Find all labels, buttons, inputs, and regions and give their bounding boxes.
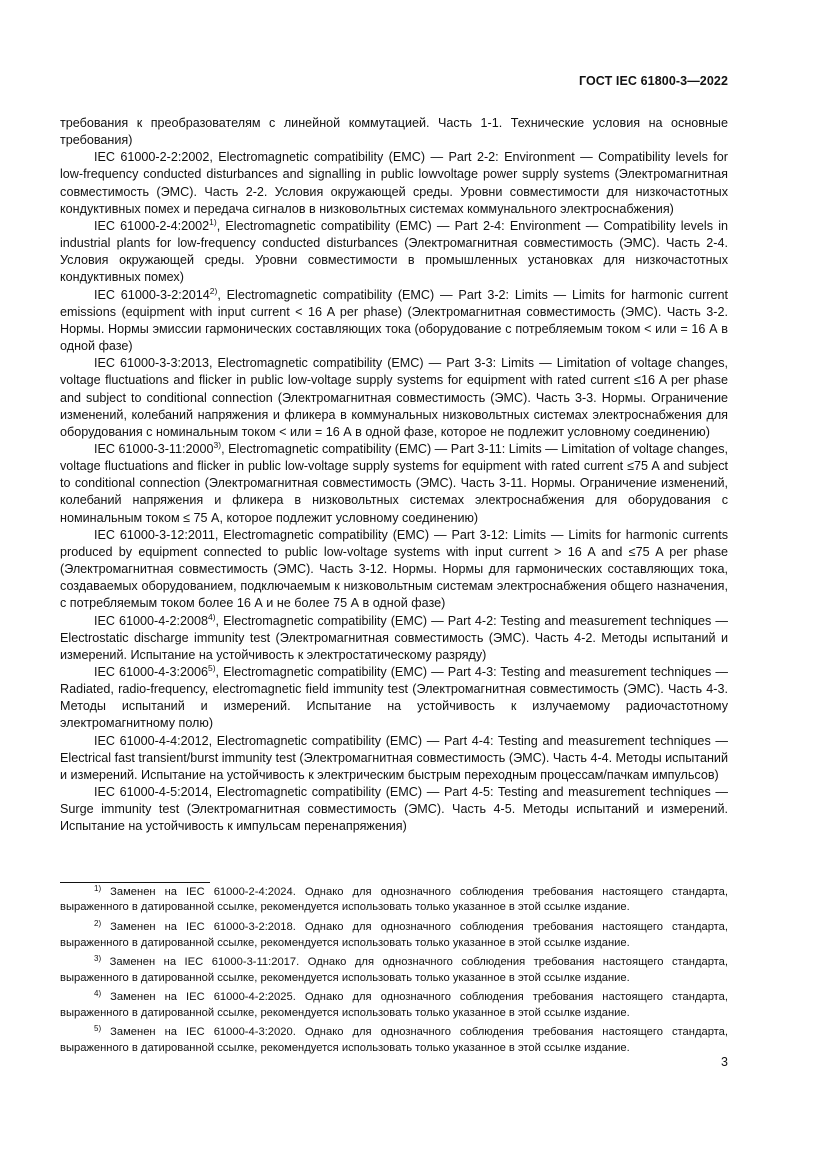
- footnote-mark: 5): [94, 1024, 102, 1034]
- paragraph-text: , Electromagnetic compatibility (EMC) — Part 2-4: Environment — Compatibility levels in industrial plants for low-frequency conducted disturbances (Электромагнитная совместимость (ЭМС). Часть 2-4. Условия окружающей среды. Уровни совместимости в промышленных установках для низкочастотных кондуктивных помех): [60, 218, 728, 285]
- footnote-mark: 1): [94, 884, 102, 893]
- footnote-4: [60, 990, 728, 1021]
- reference-iec-61000-4-3: [60, 664, 728, 733]
- reference-code: IEC 61000-3-11:2000: [94, 441, 214, 456]
- page-number: 3: [721, 1055, 728, 1069]
- paragraph-text: , Electromagnetic compatibility (EMC) — Part 4-3: Testing and measurement techniques — Radiated, radio-frequency, electromagnetic field immunity test (Электромагнитная совместимость (ЭМС). Часть 4-3. Методы испытаний и измерений. Испытание на устойчивость к излучаемому радиочастотному электромагнитному полю): [60, 665, 728, 731]
- document-header: ГОСТ IEC 61800-3—2022: [578, 74, 728, 88]
- paragraph-text: IEC 61000-4-4:2012, Electromagnetic compatibility (EMC) — Part 4-4: Testing and measurement techniques — Electrical fast transient/burst immunity test (Электромагнитная совместимость (ЭМС). Часть 4-4. Методы испытаний и измерений. Испытание на устойчивость к электрическим быстрым переходным процессам/пачкам импульсов): [60, 733, 728, 782]
- reference-code: IEC 61000-3-2:2014: [94, 287, 210, 302]
- reference-iec-61000-3-12: [60, 527, 728, 613]
- reference-iec-61000-3-3: [60, 355, 728, 441]
- footnote-text: Заменен на IEC 61000-4-2:2025. Однако для однозначного соблюдения требования настоящего стандарта, выраженного в датированной ссылке, рекомендуется использовать только указанное в этой ссылке издание.: [60, 991, 728, 1019]
- reference-iec-61000-4-4: [60, 733, 728, 784]
- footnote-text: Заменен на IEC 61000-3-11:2017. Однако для однозначного соблюдения требования настоящего стандарта, выраженного в датированной ссылке, рекомендуется использовать только указанное в этой ссылке издание.: [60, 956, 728, 984]
- footnote-mark: 2): [209, 285, 218, 296]
- paragraph-text: IEC 61000-2-2:2002, Electromagnetic compatibility (EMC) — Part 2-2: Environment — Compatibility levels for low-frequency conducted disturbances and signalling in public lowvoltage power supply systems (Электромагнитная совместимость (ЭМС). Часть 2-2. Условия окружающей среды. Уровни совместимости для низкочастотных кондуктивных помех и передача сигналов в низковольтных системах коммунального электроснабжения): [60, 150, 728, 216]
- reference-code: IEC 61000-4-3:2006: [94, 665, 208, 679]
- references-body: [60, 115, 728, 836]
- paragraph-text: IEC 61000-3-12:2011, Electromagnetic compatibility (EMC) — Part 3-12: Limits — Limits for harmonic currents produced by equipment connected to public low-voltage systems with input current > 16 A and ≤75 A per phase (Электромагнитная совместимость (ЭМС). Часть 3-12. Нормы. Нормы для гармонических составляющих тока, создаваемых оборудованием, подключаемым к низковольтным системам электроснабжения общего назначения, с потребляемым током более 16 А и не более 75 А в одной фазе): [60, 527, 728, 611]
- reference-iec-61000-4-5: [60, 784, 728, 835]
- footnotes: [60, 885, 728, 1061]
- footnote-divider: [60, 882, 210, 883]
- reference-code: IEC 61000-2-4:2002: [94, 218, 210, 233]
- reference-code: IEC 61000-4-2:2008: [94, 613, 208, 628]
- reference-iec-61000-3-11: [60, 441, 728, 527]
- footnote-5: [60, 1025, 728, 1056]
- footnote-text: Заменен на IEC 61000-4-3:2020. Однако для однозначного соблюдения требования настоящего стандарта, выраженного в датированной ссылке, рекомендуется использовать только указанное в этой ссылке издание.: [60, 1026, 728, 1054]
- footnote-mark: 1): [209, 216, 217, 227]
- paragraph-continuation: [60, 115, 728, 149]
- footnote-mark: 3): [94, 954, 102, 964]
- reference-iec-61000-4-2: [60, 613, 728, 664]
- reference-iec-61000-2-2: [60, 149, 728, 218]
- footnote-2: [60, 920, 728, 951]
- footnote-mark: 5): [207, 663, 216, 673]
- paragraph-text: IEC 61000-4-5:2014, Electromagnetic compatibility (EMC) — Part 4-5: Testing and measurement techniques — Surge immunity test (Электромагнитная совместимость (ЭМС). Часть 4-5. Методы испытаний и измерений. Испытание на устойчивость к импульсам перенапряжения): [60, 785, 728, 834]
- footnote-mark: 4): [94, 989, 102, 999]
- paragraph-text: , Electromagnetic compatibility (EMC) — Part 3-2: Limits — Limits for harmonic current emissions (equipment with input current < 16 A per phase) (Электромагнитная совместимость (ЭМС). Часть 3-2. Нормы. Нормы эмиссии гармонических составляющих тока (оборудование с потребляемым током < или = 16 А в одной фазе): [60, 287, 728, 354]
- paragraph-text: , Electromagnetic compatibility (EMC) — Part 4-2: Testing and measurement techniques — Electrostatic discharge immunity test (Электромагнитная совместимость (ЭМС). Часть 4-2. Методы испытаний и измерений. Испытание на устойчивость к электростатическому разряду): [60, 613, 728, 662]
- footnote-mark: 2): [94, 919, 102, 929]
- reference-iec-61000-3-2: [60, 287, 728, 356]
- paragraph-text: IEC 61000-3-3:2013, Electromagnetic compatibility (EMC) — Part 3-3: Limits — Limitation of voltage changes, voltage fluctuations and flicker in public low-voltage supply systems for equipment with rated current ≤16 A per phase and subject to conditional connection (Электромагнитная совместимость (ЭМС). Часть 3-3. Нормы. Ограничение изменений, колебаний напряжения и фликера в коммунальных низковольтных системах электроснабжения для оборудования с номинальным током < или = 16 А в одной фазе, которое не подлежит условному соединению): [60, 356, 728, 439]
- footnote-mark: 4): [207, 611, 216, 622]
- footnote-text: Заменен на IEC 61000-3-2:2018. Однако для однозначного соблюдения требования настоящего стандарта, выраженного в датированной ссылке, рекомендуется использовать только указанное в этой ссылке издание.: [60, 921, 728, 949]
- footnote-mark: 3): [213, 439, 222, 450]
- footnote-1: [60, 885, 728, 916]
- paragraph-text: , Electromagnetic compatibility (EMC) — Part 3-11: Limits — Limitation of voltage changes, voltage fluctuations and flicker in public low-voltage supply systems for equipment with rated current ≤75 A and subject to conditional connection (Электромагнитная совместимость (ЭМС). Часть 3-11. Нормы. Ограничение изменений, колебаний напряжения и фликера в низковольтных системах электроснабжения для оборудования с номинальным током ≤ 75 А, которое подлежит условному соединению): [60, 441, 728, 525]
- reference-iec-61000-2-4: [60, 218, 728, 287]
- footnote-text: Заменен на IEC 61000-2-4:2024. Однако для однозначного соблюдения требования настоящего стандарта, выраженного в датированной ссылке, рекомендуется использовать только указанное в этой ссылке издание.: [60, 886, 728, 914]
- paragraph-text: требования к преобразователям с линейной коммутацией. Часть 1-1. Технические условия на основные требования): [60, 116, 728, 148]
- footnote-3: [60, 955, 728, 986]
